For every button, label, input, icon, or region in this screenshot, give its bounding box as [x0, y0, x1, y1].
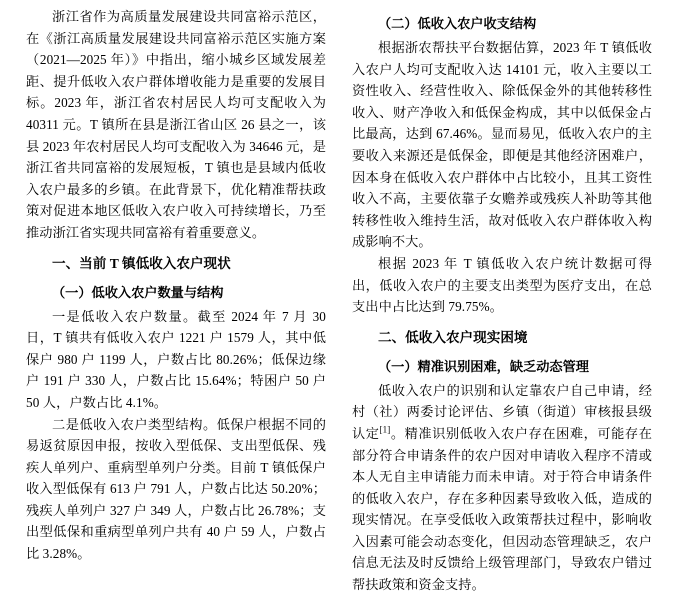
section-heading-2: 二、低收入农户现实困境	[378, 329, 528, 345]
section-heading-1: 一、当前 T 镇低收入农户现状	[52, 255, 231, 271]
paragraph-identification-difficulty	[352, 380, 652, 596]
paragraph-income-structure: 根据浙农帮扶平台数据估算，2023 年 T 镇低收入农户人均可支配收入达 14101 元，收入主要以工资性收入、经营性收入、除低保金外的其他转移性收入、财产净收入和低保金构成，其中以低保金占比最高，达到 67.46%。显而易见，低收入农户的主要收入来源还是低保金，即便是其他经济困难户，因本身在低收入农户群体中占比较小，且其工资性收入不高，主要依靠子女赡养或残疾人补助等其他转移性收入维持生活，故对低收入农户群体收入构成影响不大。	[352, 40, 652, 250]
footnote-marker: [1]	[379, 424, 391, 435]
paragraph-part-one: 低收入农户的识别和认定靠农户自己申请，经村（社）两委讨论评估、乡镇（街道）审核报县级认定	[352, 382, 652, 441]
left-column	[26, 6, 326, 576]
subsection-heading-1-2: （二）低收入农户收支结构	[378, 16, 537, 31]
paragraph-count: 一是低收入农户数量。截至 2024 年 7 月 30 日，T 镇共有低收入农户 1221 户 1579 人，其中低保户 980 户 1199 人，户数占比 80.26%；低保边缘户 191 户 330 人，户数占比 15.64%；特困户 50 户 50 人，户数占比 4.1%。	[26, 308, 326, 410]
paragraph-expenditure: 根据 2023 年 T 镇低收入农户统计数据可得出，低收入农户的主要支出类型为医疗支出，在总支出中占比达到 79.75%。	[352, 255, 652, 315]
subsection-heading-1-1: （一）低收入农户数量与结构	[52, 284, 224, 300]
paragraph-part-two: 。精准识别低收入农户存在困难，可能存在部分符合申请条件的农户因对申请收入程序不清或本人无自主申请能力而未申请。对于符合申请条件的低收入农户，存在多种因素导致收入低，造成的现实情况。在享受低收入政策帮扶过程中，影响收入因素可能会动态变化，但因动态管理缺乏，农户信息无法及时反馈给上级管理部门，导致农户错过帮扶政策和资金支持。	[352, 425, 652, 593]
right-column	[352, 6, 652, 593]
paragraph-type-structure: 二是低收入农户类型结构。低保户根据不同的易返贫原因申报，按收入型低保、支出型低保、残疾人单列户、重病型单列户分类。目前 T 镇低保户收入型低保有 613 户 791 人，户数占比达 50.20%；残疾人单列户 327 户 349 人，户数占比 26.78%；支出型低保和重病型单列户共有 40 户 59 人，户数占比 3.28%。	[26, 416, 326, 562]
subsection-heading-2-1: （一）精准识别困难，缺乏动态管理	[378, 358, 589, 374]
paragraph-intro: 浙江省作为高质量发展建设共同富裕示范区，在《浙江高质量发展建设共同富裕示范区实施方案（2021—2025 年）》中指出，缩小城乡区域发展差距、提升低收入农户群体增收能力是重要的发展目标。2023 年，浙江省农村居民人均可支配收入为 40311 元。T 镇所在县是浙江省山区 26 县之一，该县 2023 年农村居民人均可支配收入为 34646 元，是浙江省共同富裕的发展短板，T 镇也是县域内低收入农户最多的乡镇。在此背景下，优化精准帮扶政策对促进本地区低收入农户收入可持续增长，乃至推动浙江省实现共同富裕有着重要意义。	[26, 9, 326, 240]
